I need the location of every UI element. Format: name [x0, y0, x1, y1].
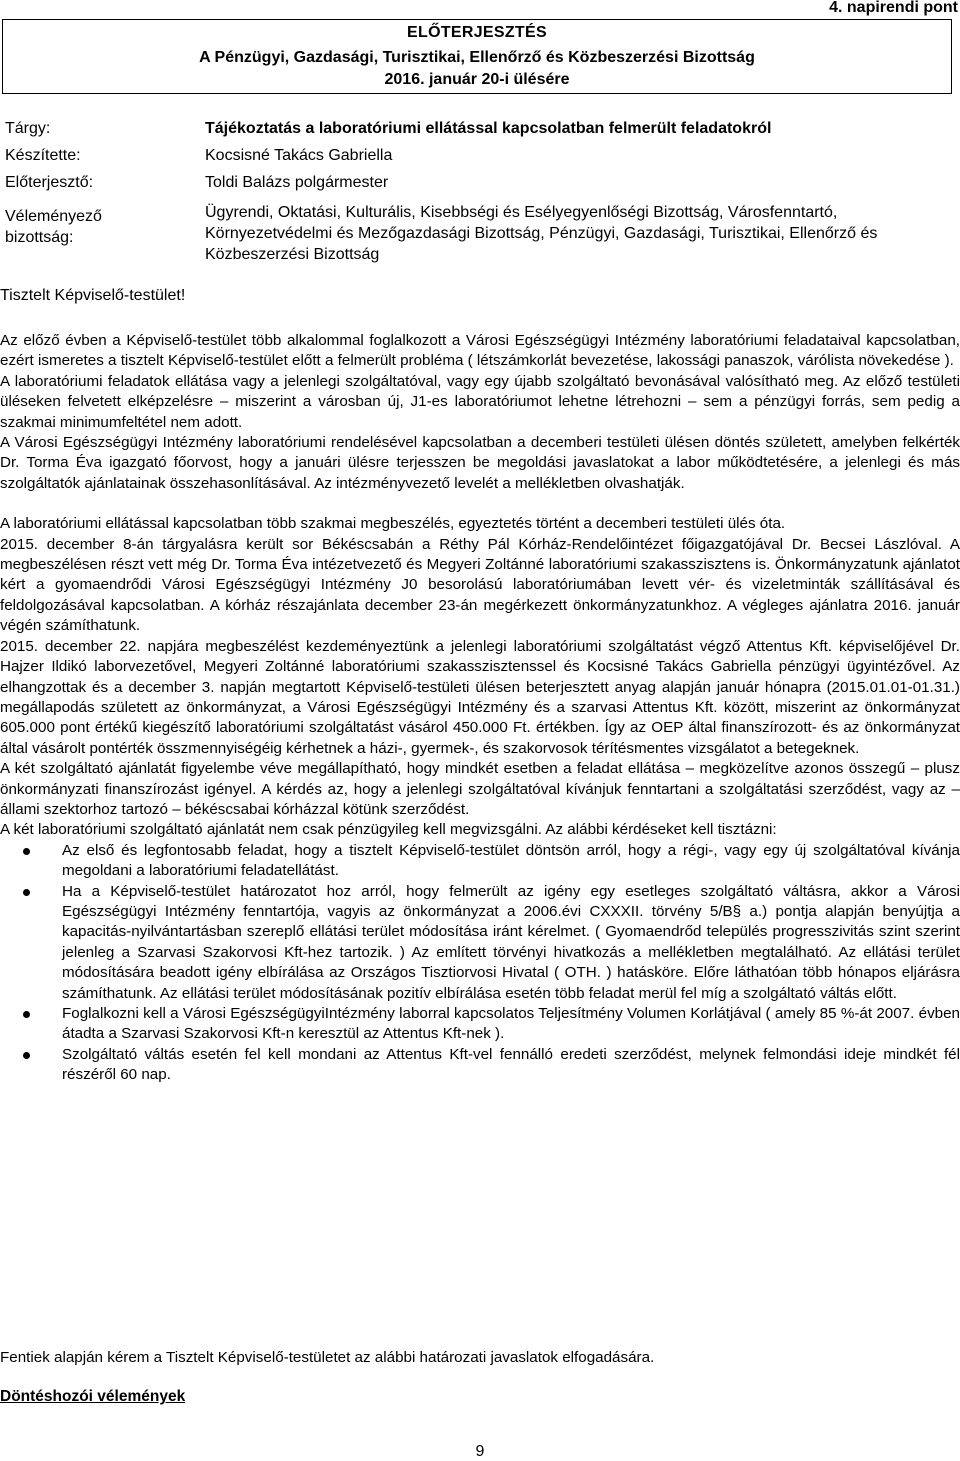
list-item: [0, 882, 960, 1004]
bullet-icon: [23, 848, 30, 855]
page-number: 9: [475, 1443, 485, 1460]
decisions-heading: Döntéshozói vélemények: [0, 1388, 186, 1405]
list-item: [0, 841, 960, 882]
bullet-icon: [23, 1011, 30, 1018]
paragraph: A laboratóriumi feladatok ellátása vagy a jelenlegi szolgáltatóval, vagy egy újabb szolgáltató bevonásával valósítható meg. Az előző testületi üléseken felvetett elképzelésre – miszerint a városban új, J1-es laboratóriumot lehetne létrehozni – sem a pénzügyi forrás, sem pedig a szakmai minimumfeltétel nem adott.: [0, 372, 960, 431]
paragraph: Az előző évben a Képviselő-testület több alkalommal foglalkozott a Városi Egészségügyi Intézmény laboratóriumi feladataival kapcsolatban, ezért ismeretes a tisztelt Képviselő-testület előtt a felmerült probléma ( létszámkorlát bevezetése, lakossági panaszok, várólista növekedése ).: [0, 332, 960, 370]
closing-sentence: Fentiek alapján kérem a Tisztelt Képviselő-testületet az alábbi határozati javaslatok elfogadására.: [0, 1349, 655, 1366]
reviewer-label-line2: bizottság:: [5, 229, 74, 246]
document-header: [2, 19, 952, 94]
committee-name: A Pénzügyi, Gazdasági, Turisztikai, Ellenőrző és Közbeszerzési Bizottság: [199, 49, 755, 66]
list-item-text: Ha a Képviselő-testület határozatot hoz arról, hogy felmerült az igény egy esetleges szolgáltató váltásra, akkor a Városi Egészségügyi Intézmény fenntartója, vagyis az önkormányzat a 2006.évi CXXXII. törvény 5/B§ a.) pontja alapján benyújtja a kapacitás-nyilvántartásban szereplő ellátási terület módosítása iránt kérelmet. ( Gyomaendrőd település progresszivitás szint szerint jelenleg a Szarvasi Szakorvosi Kft-hez tartozik. ) Az említett törvényi hivatkozás a mellékletben megtalálható. Az ellátási terület módosítására beadott igény elbírálása az Országos Tisztiorvosi Hivatal ( OTH. ) hatásköre. Előre láthatóan több hónapos eljárásra számíthatunk. Az ellátási terület módosításának pozitív elbírálása esetén több feladat merül fel míg a szolgáltató váltás előtt.: [62, 882, 960, 1002]
reviewer-value: Ügyrendi, Oktatási, Kulturális, Kisebbségi és Esélyegyenlőségi Bizottság, Városfenntartó, Környezetvédelmi és Mezőgazdasági Bizottság, Pénzügyi, Gazdasági, Turisztikai, Ellenőrző és Közbeszerzési Bizottság: [205, 204, 878, 263]
presenter-label: Előterjesztő:: [5, 174, 94, 191]
paragraph: A laboratóriumi ellátással kapcsolatban több szakmai megbeszélés, egyeztetés történt a decemberi testületi ülés óta.: [0, 515, 786, 533]
paragraph: A két laboratóriumi szolgáltató ajánlatát nem csak pénzügyileg kell megvizsgálni. Az alábbi kérdéseket kell tisztázni:: [0, 821, 777, 839]
salutation: Tisztelt Képviselő-testület!: [0, 287, 186, 304]
question-list: [0, 841, 960, 1086]
paragraph: A két szolgáltató ajánlatát figyelembe véve megállapítható, hogy mindkét esetben a feladat ellátása – megközelítve azonos összegű – plusz önkormányzati finanszírozást igényel. A kérdés az, hogy a jelenlegi szolgáltatóval kívánjuk fenntartani a szolgáltatási szerződést, vagy az – állami szektorhoz tartozó – békéscsabai kórházzal kötünk szerződést.: [0, 760, 960, 818]
reviewer-label: [5, 206, 102, 248]
agenda-item-label: 4. napirendi pont: [829, 0, 958, 16]
document-body: [0, 331, 960, 1086]
session-date: 2016. január 20-i ülésére: [384, 71, 570, 88]
subject-label: Tárgy:: [5, 120, 51, 137]
paragraph: A Városi Egészségügyi Intézmény laboratóriumi rendelésével kapcsolatban a decemberi testületi ülésen döntés született, amelyben felkérték Dr. Torma Éva igazgató főorvost, hogy a januári ülésre terjesszen be megoldási javaslatokat a labor működtetésére, a jelenlegi és más szolgáltatók ajánlatainak összehasonlításával. Az intézményvezető levelét a mellékletben olvashatják.: [0, 434, 960, 492]
paragraph: 2015. december 22. napjára megbeszélést kezdeményeztünk a jelenlegi laboratóriumi szolgáltatást végző Attentus Kft. képviselőjével Dr. Hajzer Ildikó laborvezetővel, Megyeri Zoltánné laboratóriumi szakasszisztenssel és Kocsisné Takács Gabriella pénzügyi ügyintézővel. Az elhangzottak és a december 3. napján megtartott Képviselő-testületi ülésen beterjesztett anyag alapján január hónapra (2015.01.01-01.31.) megállapodás született az önkormányzat, a Városi Egészségügyi Intézmény és a szarvasi Attentus Kft. között, miszerint az önkormányzat 605.000 pont értékű kiegészítő laboratóriumi szolgáltatást vásárol 450.000 Ft. értékben. Így az OEP által finanszírozott- és az önkormányzat által vásárolt pontérték összmennyiségéig kérhetnek a házi-, gyermek-, és szakorvosok térítésmentes vizsgálatot a betegeknek.: [0, 637, 960, 757]
presenter-value: Toldi Balázs polgármester: [205, 174, 389, 191]
prepared-by-label: Készítette:: [5, 147, 81, 164]
bullet-icon: [23, 1052, 30, 1059]
list-item-text: Szolgáltató váltás esetén fel kell mondani az Attentus Kft-vel fennálló eredeti szerződést, melynek felmondási ideje mindkét fél részéről 60 nap.: [62, 1045, 960, 1084]
list-item: [0, 1004, 960, 1045]
paragraph: 2015. december 8-án tárgyalásra került sor Békéscsabán a Réthy Pál Kórház-Rendelőintézet főigazgatójával Dr. Becsei Lászlóval. A megbeszélésen részt vett még Dr. Torma Éva intézetvezető és Megyeri Zoltánné laboratóriumi szakasszisztens is. Önkormányzatunk ajánlatot kért a gyomaendrődi Városi Egészségügyi Intézmény J0 besorolású laboratóriumában levett vér- és vizeletminták szállításával és feldolgozásával kapcsolatban. A kórház részajánlata december 23-án megérkezett önkormányzatunkhoz. A végleges ajánlatra 2016. január végén számíthatunk.: [0, 535, 960, 635]
list-item: [0, 1045, 960, 1086]
document-title: ELŐTERJESZTÉS: [407, 24, 547, 41]
reviewer-label-line1: Véleményező: [5, 208, 102, 225]
prepared-by-value: Kocsisné Takács Gabriella: [205, 147, 393, 164]
subject-value: Tájékoztatás a laboratóriumi ellátással kapcsolatban felmerült feladatokról: [205, 120, 772, 137]
list-item-text: Az első és legfontosabb feladat, hogy a tisztelt Képviselő-testület döntsön arról, hogy a régi-, vagy egy új szolgáltatóval kívánja megoldani a laboratóriumi feladatellátást.: [62, 841, 960, 880]
bullet-icon: [23, 889, 30, 896]
list-item-text: Foglalkozni kell a Városi EgészségügyiIntézmény laborral kapcsolatos Teljesítmény Volumen Korlátjával ( amely 85 %-át 2007. évben átadta a Szarvasi Szakorvosi Kft-n keresztül az Attentus Kft-nek ).: [62, 1005, 960, 1043]
